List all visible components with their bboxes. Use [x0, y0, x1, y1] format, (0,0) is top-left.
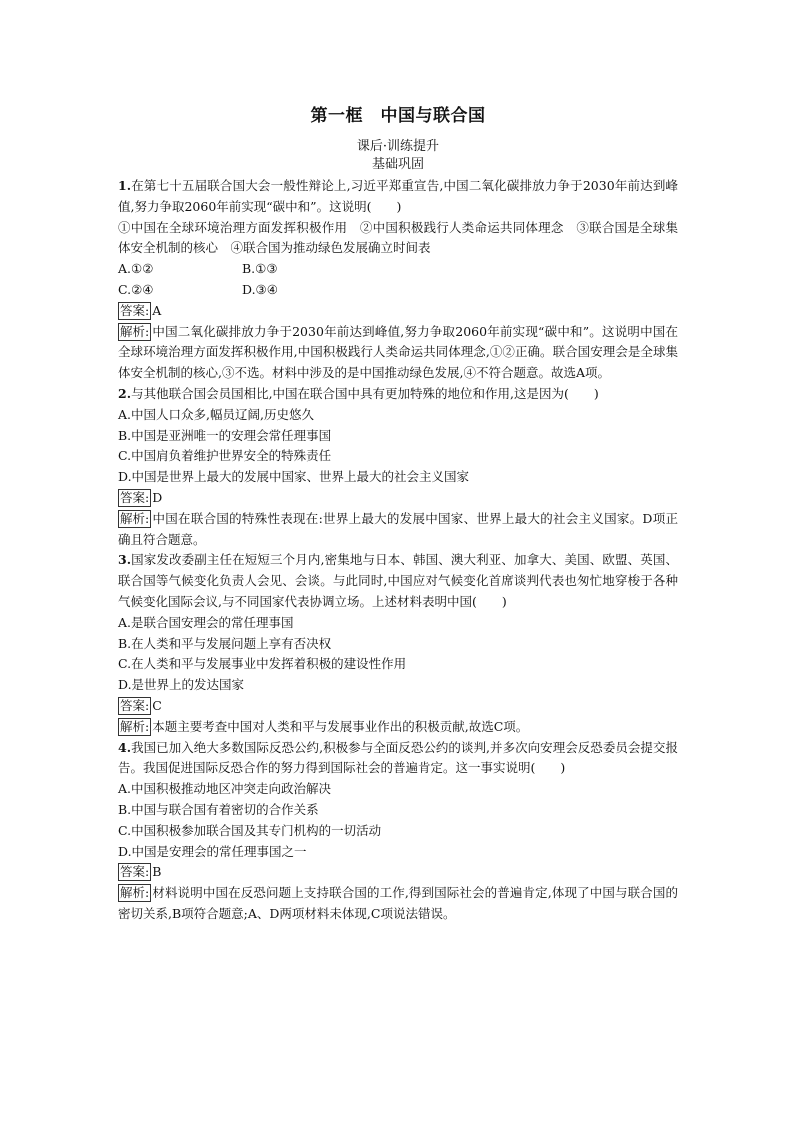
- explain-label: 解析:: [120, 718, 150, 734]
- option-a: A.中国积极推动地区冲突走向政治解决: [118, 781, 332, 797]
- question-text: 与其他联合国会员国相比,中国在联合国中具有更加特殊的地位和作用,这是因为( ): [131, 385, 599, 401]
- answer-line: [118, 696, 678, 717]
- option-d: D.③④: [242, 281, 278, 297]
- page-title: 第一框 中国与联合国: [310, 106, 486, 126]
- question-stem: [118, 738, 678, 780]
- option-a: A.①②: [118, 261, 154, 277]
- explain-label: 解析:: [120, 510, 150, 526]
- question-text: 我国已加入绝大多数国际反恐公约,积极参与全面反恐公约的谈判,并多次向安理会反恐委员会提交报告。我国促进国际反恐合作的努力得到国际社会的普遍肯定。这一事实说明( ): [118, 739, 678, 776]
- option-c: C.中国积极参加联合国及其专门机构的一切活动: [118, 822, 382, 838]
- option-b: B.①③: [242, 261, 278, 277]
- page-subtitle: 课后·训练提升: [356, 139, 440, 154]
- option-d: D.中国是安理会的常任理事国之一: [118, 843, 307, 859]
- answer-line: [118, 301, 678, 322]
- answer-value: C: [152, 697, 162, 713]
- explanation: [118, 883, 678, 925]
- options-row: [118, 280, 678, 301]
- option-b: B.中国是亚洲唯一的安理会常任理事国: [118, 427, 332, 443]
- option-d: D.是世界上的发达国家: [118, 677, 245, 693]
- answer-label: 答案:: [120, 697, 150, 713]
- question-text: 国家发改委副主任在短短三个月内,密集地与日本、韩国、澳大利亚、加拿大、美国、欧盟、英国、联合国等气候变化负责人会见、会谈。与此同时,中国应对气候变化首席谈判代表也匆忙地穿梭于各种气候变化国际会议,与不同国家代表协调立场。上述材料表明中国( ): [118, 552, 678, 609]
- question-3: [118, 550, 678, 737]
- option-a: A.是联合国安理会的常任理事国: [118, 614, 294, 630]
- answer-value: B: [152, 864, 162, 880]
- explanation-text: 中国二氧化碳排放力争于2030年前达到峰值,努力争取2060年前实现“碳中和”。这说明中国在全球环境治理方面发挥积极作用,中国积极践行人类命运共同体理念,①②正确。联合国安理会是全球集体安全机制的核心,③不选。材料中涉及的是中国推动绿色发展,④不符合题意。故选A项。: [118, 323, 678, 381]
- answer-label: 答案:: [120, 489, 150, 505]
- question-stem: [118, 176, 678, 218]
- question-2: [118, 384, 678, 550]
- explanation: [118, 717, 678, 738]
- question-stem: [118, 550, 678, 612]
- options-row: [118, 259, 678, 280]
- question-1: [118, 176, 678, 384]
- question-text: 在第七十五届联合国大会一般性辩论上,习近平郑重宣告,中国二氧化碳排放力争于2030年前达到峰值,努力争取2060年前实现“碳中和”。这说明( ): [118, 178, 678, 214]
- answer-line: [118, 488, 678, 509]
- answer-value: D: [152, 489, 163, 505]
- explain-label: 解析:: [120, 885, 150, 901]
- option-a: A.中国人口众多,幅员辽阔,历史悠久: [118, 406, 314, 422]
- option-d: D.中国是世界上最大的发展中国家、世界上最大的社会主义国家: [118, 469, 470, 485]
- explanation: [118, 509, 678, 551]
- explain-label: 解析:: [120, 323, 150, 339]
- explanation: [118, 322, 678, 384]
- question-stem: [118, 384, 678, 405]
- question-number: 1.: [118, 178, 132, 193]
- explanation-text: 本题主要考查中国对人类和平与发展事业作出的积极贡献,故选C项。: [152, 718, 529, 734]
- option-b: B.中国与联合国有着密切的合作关系: [118, 801, 319, 817]
- explanation-text: 中国在联合国的特殊性表现在:世界上最大的发展中国家、世界上最大的社会主义国家。D项正确且符合题意。: [118, 510, 678, 547]
- explanation-text: 材料说明中国在反恐问题上支持联合国的工作,得到国际社会的普遍肯定,体现了中国与联合国的密切关系,B项符合题意;A、D两项材料未体现,C项说法错误。: [118, 885, 678, 921]
- option-c: C.在人类和平与发展事业中发挥着积极的建设性作用: [118, 656, 407, 672]
- answer-label: 答案:: [120, 302, 150, 318]
- question-statements: ①中国在全球环境治理方面发挥积极作用 ②中国积极践行人类命运共同体理念 ③联合国是全球集体安全机制的核心 ④联合国为推动绿色发展确立时间表: [118, 219, 678, 256]
- option-c: C.②④: [118, 281, 154, 297]
- question-number: 3.: [118, 552, 132, 568]
- question-number: 4.: [118, 739, 132, 755]
- option-b: B.在人类和平与发展问题上享有否决权: [118, 635, 332, 651]
- question-number: 2.: [118, 385, 132, 401]
- option-c: C.中国肩负着维护世界安全的特殊责任: [118, 448, 332, 464]
- question-4: [118, 738, 678, 925]
- answer-label: 答案:: [120, 864, 150, 880]
- worksheet-page: [118, 104, 678, 925]
- answer-value: A: [152, 302, 162, 318]
- answer-line: [118, 862, 678, 883]
- section-heading: 基础巩固: [371, 157, 424, 172]
